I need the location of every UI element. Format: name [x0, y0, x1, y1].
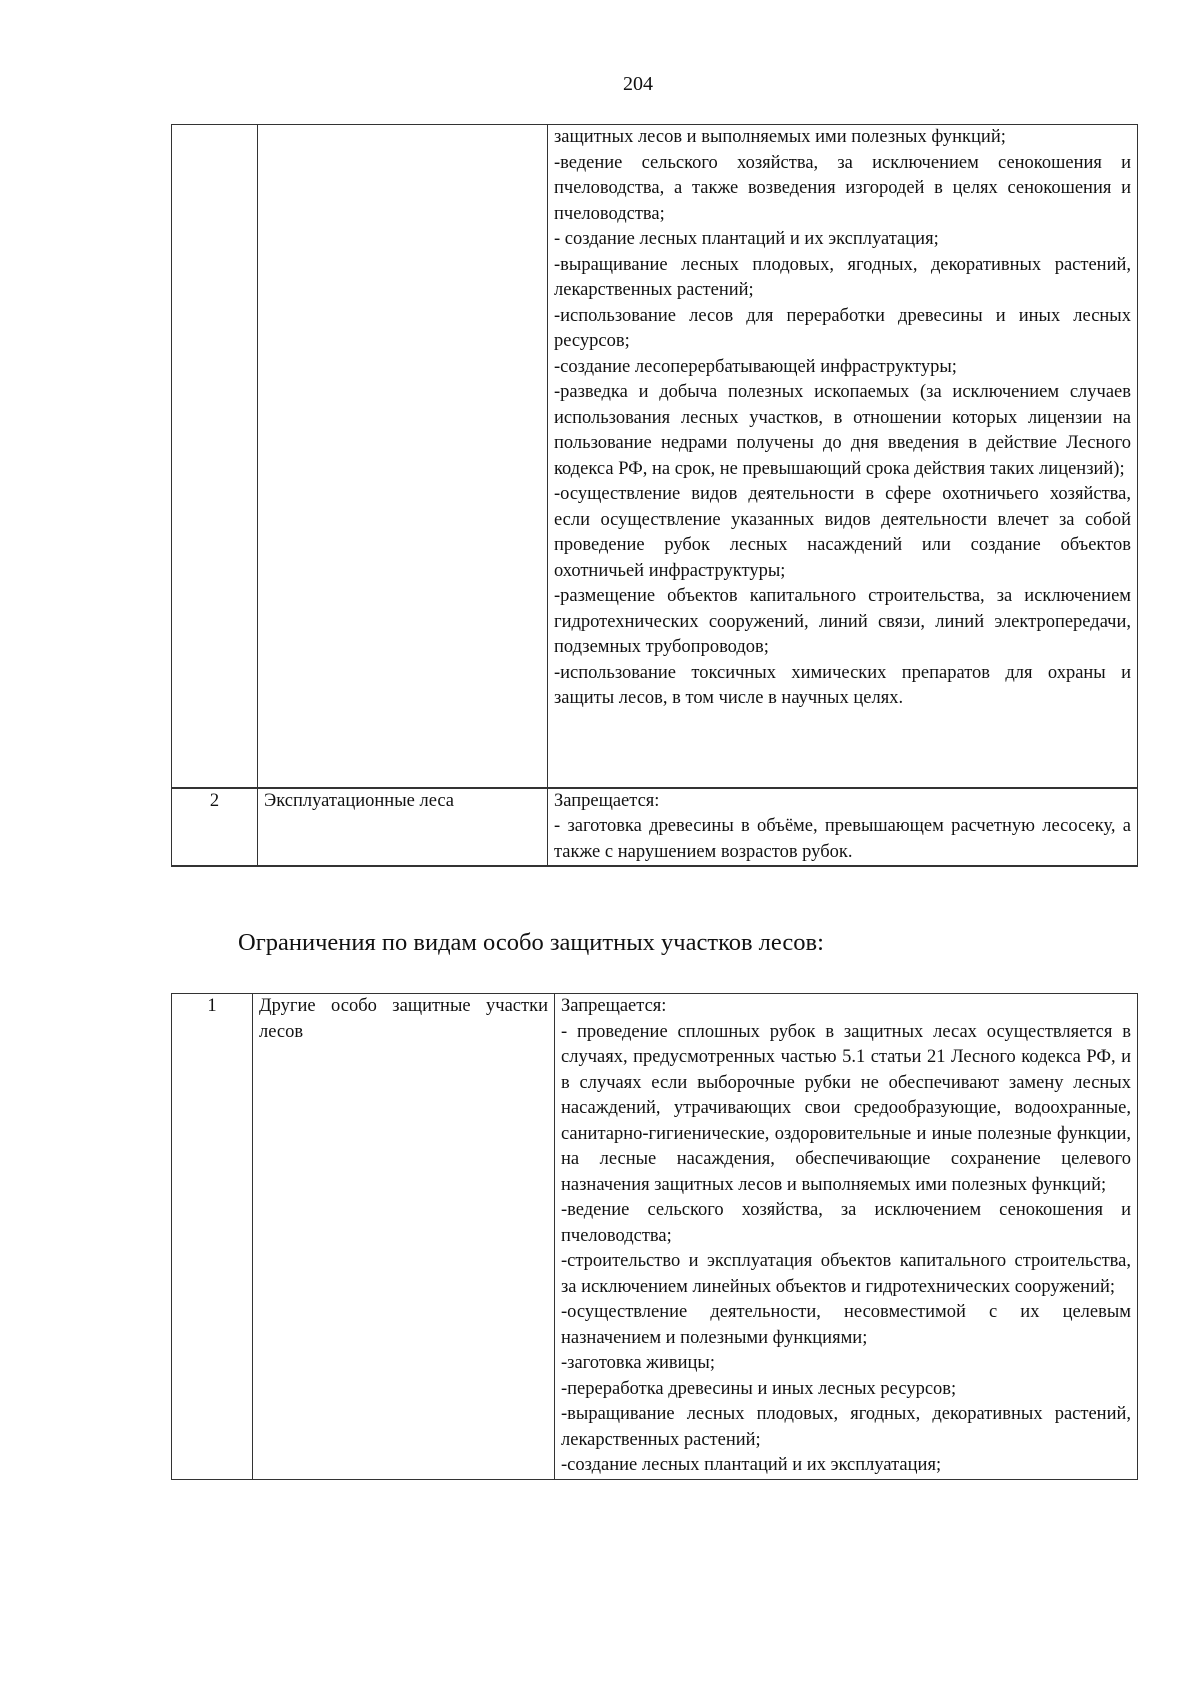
list-item: защитных лесов и выполняемых ими полезных функций;	[554, 127, 1006, 147]
list-item: -строительство и эксплуатация объектов капитального строительства, за исключением линейных объектов и гидротехнических сооружений;	[561, 1251, 1131, 1297]
table-row	[172, 994, 1138, 1480]
list-item: -заготовка живицы;	[561, 1353, 715, 1373]
restrictions-table-continuation	[171, 124, 1138, 867]
list-item: -осуществление видов деятельности в сфере охотничьего хозяйства, если осуществление указанных видов деятельности влечет за собой проведение рубок лесных насаждений или создание объектов охотничьей инфраструктуры;	[554, 484, 1131, 581]
forest-category	[258, 125, 548, 788]
list-item: -выращивание лесных плодовых, ягодных, декоративных растений, лекарственных растений;	[561, 1404, 1131, 1450]
list-item: -переработка древесины и иных лесных ресурсов;	[561, 1378, 957, 1399]
list-item: -создание лесоперербатывающей инфраструктуры;	[554, 356, 957, 377]
restrictions-cell	[548, 788, 1138, 867]
list-item: -осуществление деятельности, несовместимой с их целевым назначением и полезными функциями;	[561, 1302, 1131, 1348]
table-row	[172, 125, 1138, 788]
list-item: -использование токсичных химических препаратов для охраны и защиты лесов, в том числе в научных целях.	[554, 662, 1131, 708]
list-item: -выращивание лесных плодовых, ягодных, декоративных растений, лекарственных растений;	[554, 254, 1131, 300]
row-number	[172, 125, 258, 788]
forest-category: Эксплуатационные леса	[258, 788, 548, 867]
list-item: - заготовка древесины в объёме, превышающем расчетную лесосеку, а также с нарушением возрастов рубок.	[554, 816, 1131, 862]
list-item: - проведение сплошных рубок в защитных лесах осуществляется в случаях, предусмотренных частью 5.1 статьи 21 Лесного кодекса РФ, и в случаях если выборочные рубки не обеспечивают замену лесных насаждений, утрачивающих свои средообразующие, водоохранные, санитарно-гигиенические, оздоровительные и иные полезные функции, на лесные насаждения, обеспечивающие сохранение целевого назначения защитных лесов и выполняемых ими полезных функций;	[561, 1021, 1131, 1195]
list-item: Запрещается:	[554, 790, 660, 811]
list-item: -размещение объектов капитального строительства, за исключением гидротехнических сооружений, линий связи, линий электропередачи, подземных трубопроводов;	[554, 586, 1131, 657]
special-protection-table	[171, 993, 1138, 1480]
list-item: Запрещается:	[561, 996, 667, 1016]
table-row	[172, 788, 1138, 867]
row-number: 1	[172, 994, 253, 1480]
row-number: 2	[172, 788, 258, 867]
section-heading: Ограничения по видам особо защитных участков лесов:	[238, 929, 824, 956]
list-item: -разведка и добыча полезных ископаемых (за исключением случаев использования лесных участков, в отношении которых лицензии на пользование недрами получены до дня введения в действие Лесного кодекса РФ, на срок, не превышающий срока действия таких лицензий);	[554, 382, 1131, 479]
list-item: -ведение сельского хозяйства, за исключением сенокошения и пчеловодства;	[561, 1200, 1131, 1246]
list-item: -ведение сельского хозяйства, за исключением сенокошения и пчеловодства, а также возведения изгородей в целях сенокошения и пчеловодства;	[554, 152, 1131, 224]
page-number: 204	[623, 73, 653, 95]
forest-category: Другие особо защитные участки лесов	[253, 994, 555, 1480]
list-item: - создание лесных плантаций и их эксплуатация;	[554, 229, 939, 249]
list-item: -создание лесных плантаций и их эксплуатация;	[561, 1455, 942, 1475]
restrictions-cell	[555, 994, 1138, 1480]
restrictions-cell	[548, 125, 1138, 788]
list-item: -использование лесов для переработки древесины и иных лесных ресурсов;	[554, 305, 1131, 351]
